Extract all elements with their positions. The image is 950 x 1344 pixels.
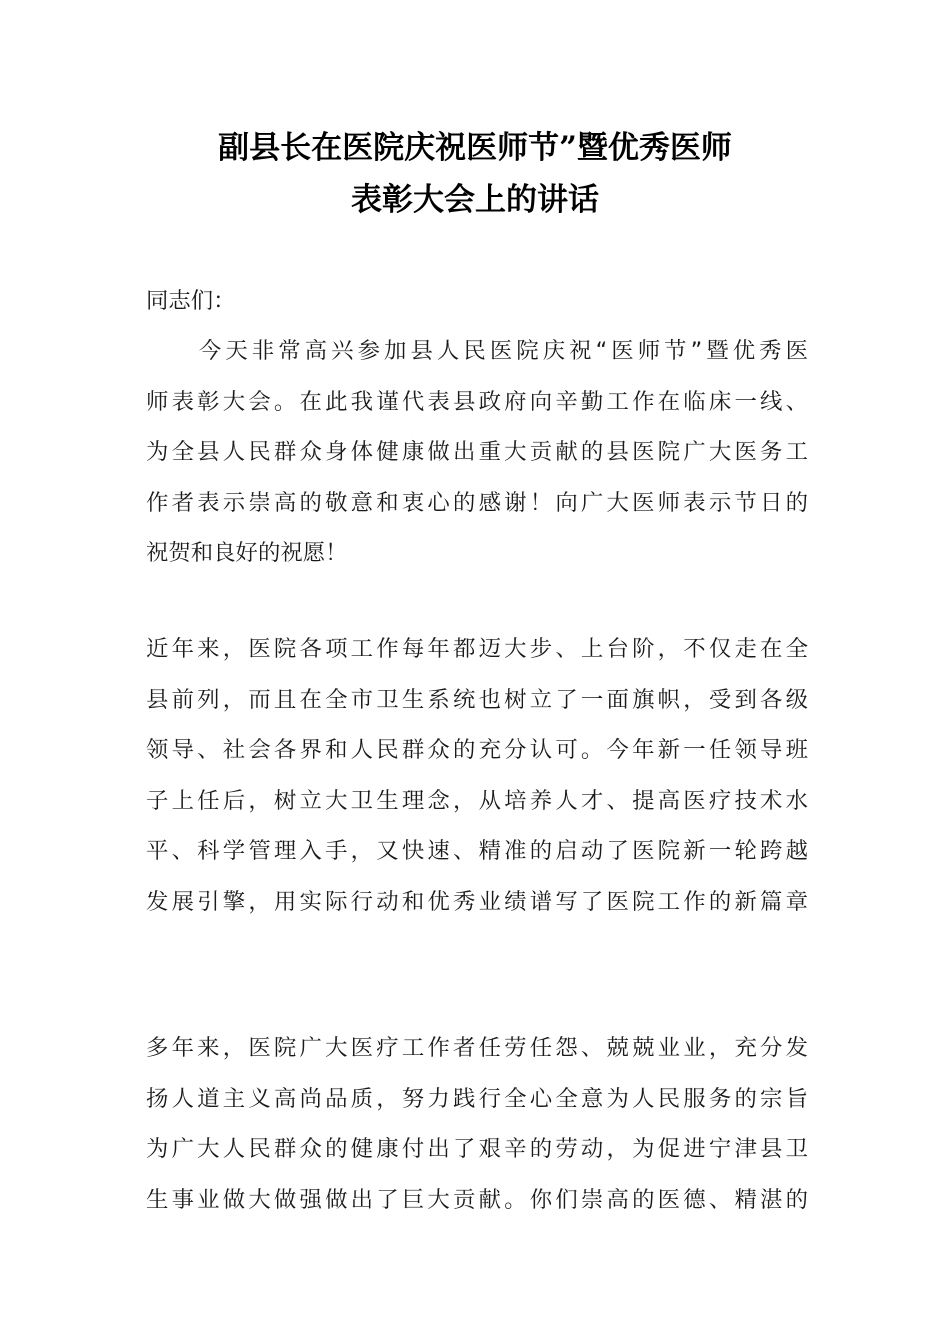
document-title-line-2: 表彰大会上的讲话 (351, 182, 599, 218)
paragraph-3-line: 生事业做大做强做出了巨大贡献。你们崇高的医德、精湛的 (146, 1186, 808, 1213)
greeting-line: 同志们： (146, 288, 236, 314)
paragraph-2-line: 子上任后，树立大卫生理念，从培养人才、提高医疗技术水 (146, 787, 808, 814)
paragraph-3 (146, 1023, 808, 1225)
paragraph-3-line: 为广大人民群众的健康付出了艰辛的劳动，为促进宁津县卫 (146, 1136, 808, 1162)
paragraph-2-line: 近年来，医院各项工作每年都迈大步、上台阶，不仅走在全 (146, 636, 808, 662)
document-title-line-1: 副县长在医院庆祝医师节”暨优秀医师 (218, 130, 732, 166)
paragraph-1-line: 师表彰大会。在此我谨代表县政府向辛勤工作在临床一线、 (146, 388, 808, 415)
paragraph-1 (146, 326, 808, 579)
paragraph-1-line: 为全县人民群众身体健康做出重大贡献的县医院广大医务工 (146, 439, 808, 465)
greeting (146, 276, 808, 327)
paragraph-3-line: 扬人道主义高尚品质，努力践行全心全意为人民服务的宗旨 (146, 1085, 808, 1112)
paragraph-2-line: 发展引擎，用实际行动和优秀业绩谱写了医院工作的新篇章 (146, 888, 808, 915)
paragraph-3-line: 多年来，医院广大医疗工作者任劳任怨、兢兢业业，充分发 (146, 1035, 808, 1061)
paragraph-2-line: 领导、社会各界和人民群众的充分认可。今年新一任领导班 (146, 737, 808, 763)
paragraph-2 (146, 624, 808, 927)
paragraph-1-line: 今天非常高兴参加县人民医院庆祝“医师节”暨优秀医 (146, 338, 808, 364)
paragraph-1-line: 作者表示崇高的敬意和衷心的感谢！向广大医师表示节日的 (146, 489, 808, 516)
paragraph-1-line: 祝贺和良好的祝愿！ (146, 540, 348, 566)
paragraph-2-line: 平、科学管理入手，又快速、精准的启动了医院新一轮跨越 (146, 838, 808, 864)
paragraph-2-line: 县前列，而且在全市卫生系统也树立了一面旗帜，受到各级 (146, 686, 808, 713)
